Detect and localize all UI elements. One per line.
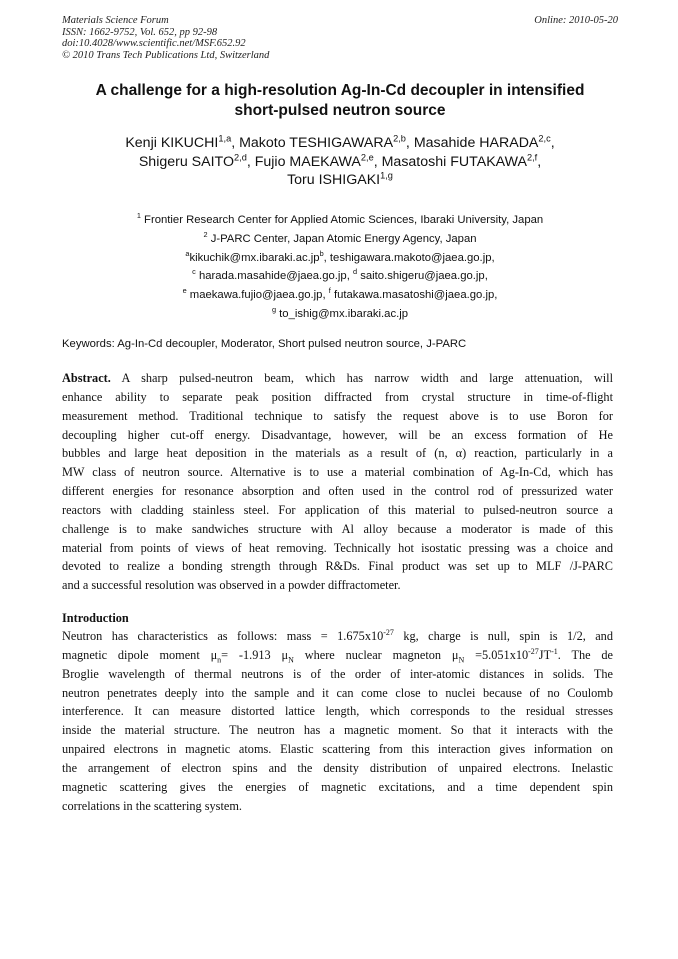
email-link[interactable]: saito.shigeru@jaea.go.jp [360, 270, 485, 283]
abstract-line: enhance ability to separate peak position diffracted from crystal structure in time-of-flight [62, 389, 613, 404]
affiliation-text: Frontier Research Center for Applied Atomic Sciences, Ibaraki University, Japan [144, 214, 544, 226]
title-line: A challenge for a high-resolution Ag-In-Cd decoupler in intensified [95, 82, 585, 99]
abstract-line: bubbles and large heat deposition in the materials as a result of (n, α) reaction, particularly in a [62, 446, 613, 461]
intro-line: unpaired electrons in magnetic atoms. Elastic scattering from this interaction gives information on [62, 742, 613, 757]
intro-line: Broglie wavelength of thermal neutrons is of the order of inter-atomic distances in solids. The [62, 666, 613, 681]
email-link[interactable]: futakawa.masatoshi@jaea.go.jp [333, 289, 495, 302]
author-line [62, 171, 618, 190]
introduction-body [62, 627, 613, 815]
affiliation-line [62, 211, 618, 230]
email-line: $^c$ harada.masahide@jaea.go.jp, $^d$ saito.shigeru@jaea.go.jp, [192, 267, 488, 283]
author-name: Shigeru SAITO [138, 153, 234, 170]
author-name: Makoto TESHIGAWARA [239, 135, 394, 151]
email-line: $^g$ to_ishig@mx.ibaraki.ac.jp [271, 305, 409, 320]
abstract-line: material from points of views of heat removing. Technically hot isostatic pressing was a choice and [62, 540, 613, 555]
affiliation-line [62, 230, 618, 249]
author-sup: 2,c [538, 133, 551, 144]
author-name: Masatoshi FUTAKAWA [381, 153, 527, 170]
abstract [62, 369, 613, 595]
affiliation-sup: 2 [203, 230, 208, 240]
journal-copyright: © 2010 Trans Tech Publications Ltd, Switzerland [62, 49, 270, 61]
affiliation-sup: 1 [136, 211, 141, 221]
author-list [62, 134, 618, 190]
email-link[interactable]: harada.masahide@jaea.go.jp [198, 270, 347, 283]
abstract-line: and a successful resolution was observed in a powder diffractometer. [62, 578, 401, 593]
author-sup: 1,a [218, 133, 232, 144]
section-heading-introduction: Introduction [62, 611, 129, 625]
abstract-line: decoupling higher cut-off energy. Disadvantage, however, will be an excess formation of He [62, 427, 613, 442]
affiliation-text: J-PARC Center, Japan Atomic Energy Agency, Japan [210, 232, 477, 245]
abstract-line: MW class of neutron source. Alternative is to use a material combination of Ag-In-Cd, which has [62, 465, 613, 480]
author-name: Kenji KIKUCHI [125, 135, 219, 151]
journal-header [62, 15, 618, 61]
intro-line: correlations in the scattering system. [62, 798, 242, 813]
abstract-line: different energies for resonance absorption and often used in the control rod of pressurized water [62, 484, 613, 499]
author-line: Shigeru SAITO$^{2,d}$, Fujio MAEKAWA$^{2,e}$, Masatoshi FUTAKAWA$^{2,f}$, [138, 151, 542, 170]
intro-line: interference. It can measure distorted lattice length, which corresponds to the residual stresses [62, 704, 613, 719]
journal-issn: ISSN: 1662-9752, Vol. 652, pp 92-98 [62, 26, 218, 38]
intro-line: inside the material structure. The neutron has a magnetic moment. So that it interacts with the [62, 723, 613, 738]
author-line: Kenji KIKUCHI$^{1,a}$, Makoto TESHIGAWARA$^{2,b}$, Masahide HARADA$^{2,c}$, [125, 133, 555, 151]
author-sup: 2,f [526, 151, 538, 162]
intro-line: neutron penetrates deeply into the sample and it can come close to nuclei because of no Coulomb [62, 685, 613, 700]
title-line: short-pulsed neutron source [234, 101, 446, 119]
affiliations [62, 211, 618, 324]
abstract-line: devoted to realize a bonding strength through R&Ds. Final product was set up to MLF /J-PARC [62, 559, 613, 574]
author-sup: 2,b [393, 133, 406, 144]
journal-name: Materials Science Forum [62, 15, 169, 26]
author-sup: 1,g [380, 170, 393, 181]
abstract-line: measurement method. Traditional technique to satisfy the request above is to use Boron for [62, 408, 613, 423]
abstract-label: Abstract. [62, 371, 111, 385]
email-link[interactable]: kikuchik@mx.ibaraki.ac.jp [189, 251, 320, 264]
journal-doi: doi:10.4028/www.scientific.net/MSF.652.92 [62, 38, 246, 49]
abstract-line: Abstract. A sharp pulsed-neutron beam, which has narrow width and large attenuation, will [62, 371, 613, 385]
intro-line: magnetic scattering gives the energies of magnetic excitations, and a time dependent spin [62, 779, 613, 794]
email-line: $^akikuchik@mx.ibaraki.ac.jp^b$, teshigawara.makoto@jaea.go.jp, [185, 248, 495, 264]
email-link[interactable]: maekawa.fujio@jaea.go.jp [189, 289, 323, 302]
abstract-line: challenge is to make sandwiches structure with Al alloy because a moderator is made of this [62, 521, 613, 536]
intro-line: the arrangement of electron spins and the density distribution of unpaired electrons. Inelastic [62, 760, 613, 775]
email-line: $^e$ maekawa.fujio@jaea.go.jp, $^f$ futakawa.masatoshi@jaea.go.jp, [182, 286, 498, 302]
author-name: Fujio MAEKAWA [254, 153, 361, 170]
author-sup: 2,d [234, 151, 247, 162]
author-name: Masahide HARADA [413, 135, 539, 151]
keywords: Keywords: Ag-In-Cd decoupler, Moderator, Short pulsed neutron source, J-PARC [62, 338, 467, 350]
paper-title [62, 81, 618, 120]
email-link[interactable]: teshigawara.makoto@jaea.go.jp [329, 251, 492, 264]
intro-line: Neutron has characteristics as follows: mass = $1.675x10^{-27}$ kg, charge is null, spin is 1/2, and [62, 627, 613, 643]
online-date: Online: 2010-05-20 [534, 15, 618, 26]
email-link[interactable]: to_ishig@mx.ibaraki.ac.jp [279, 307, 409, 320]
abstract-line: reactors with cladding stainless steel. For application of this material to pulsed-neutron source a [62, 502, 613, 517]
author-sup: 2,e [360, 151, 374, 162]
author-name: Toru ISHIGAKI [287, 172, 381, 188]
intro-line: magnetic dipole moment $\mu_n= -1.913$ $\mu_N$ where nuclear magneton $\mu_N =5.051x10^{-27}JT^{-1}$. The de [62, 646, 613, 665]
